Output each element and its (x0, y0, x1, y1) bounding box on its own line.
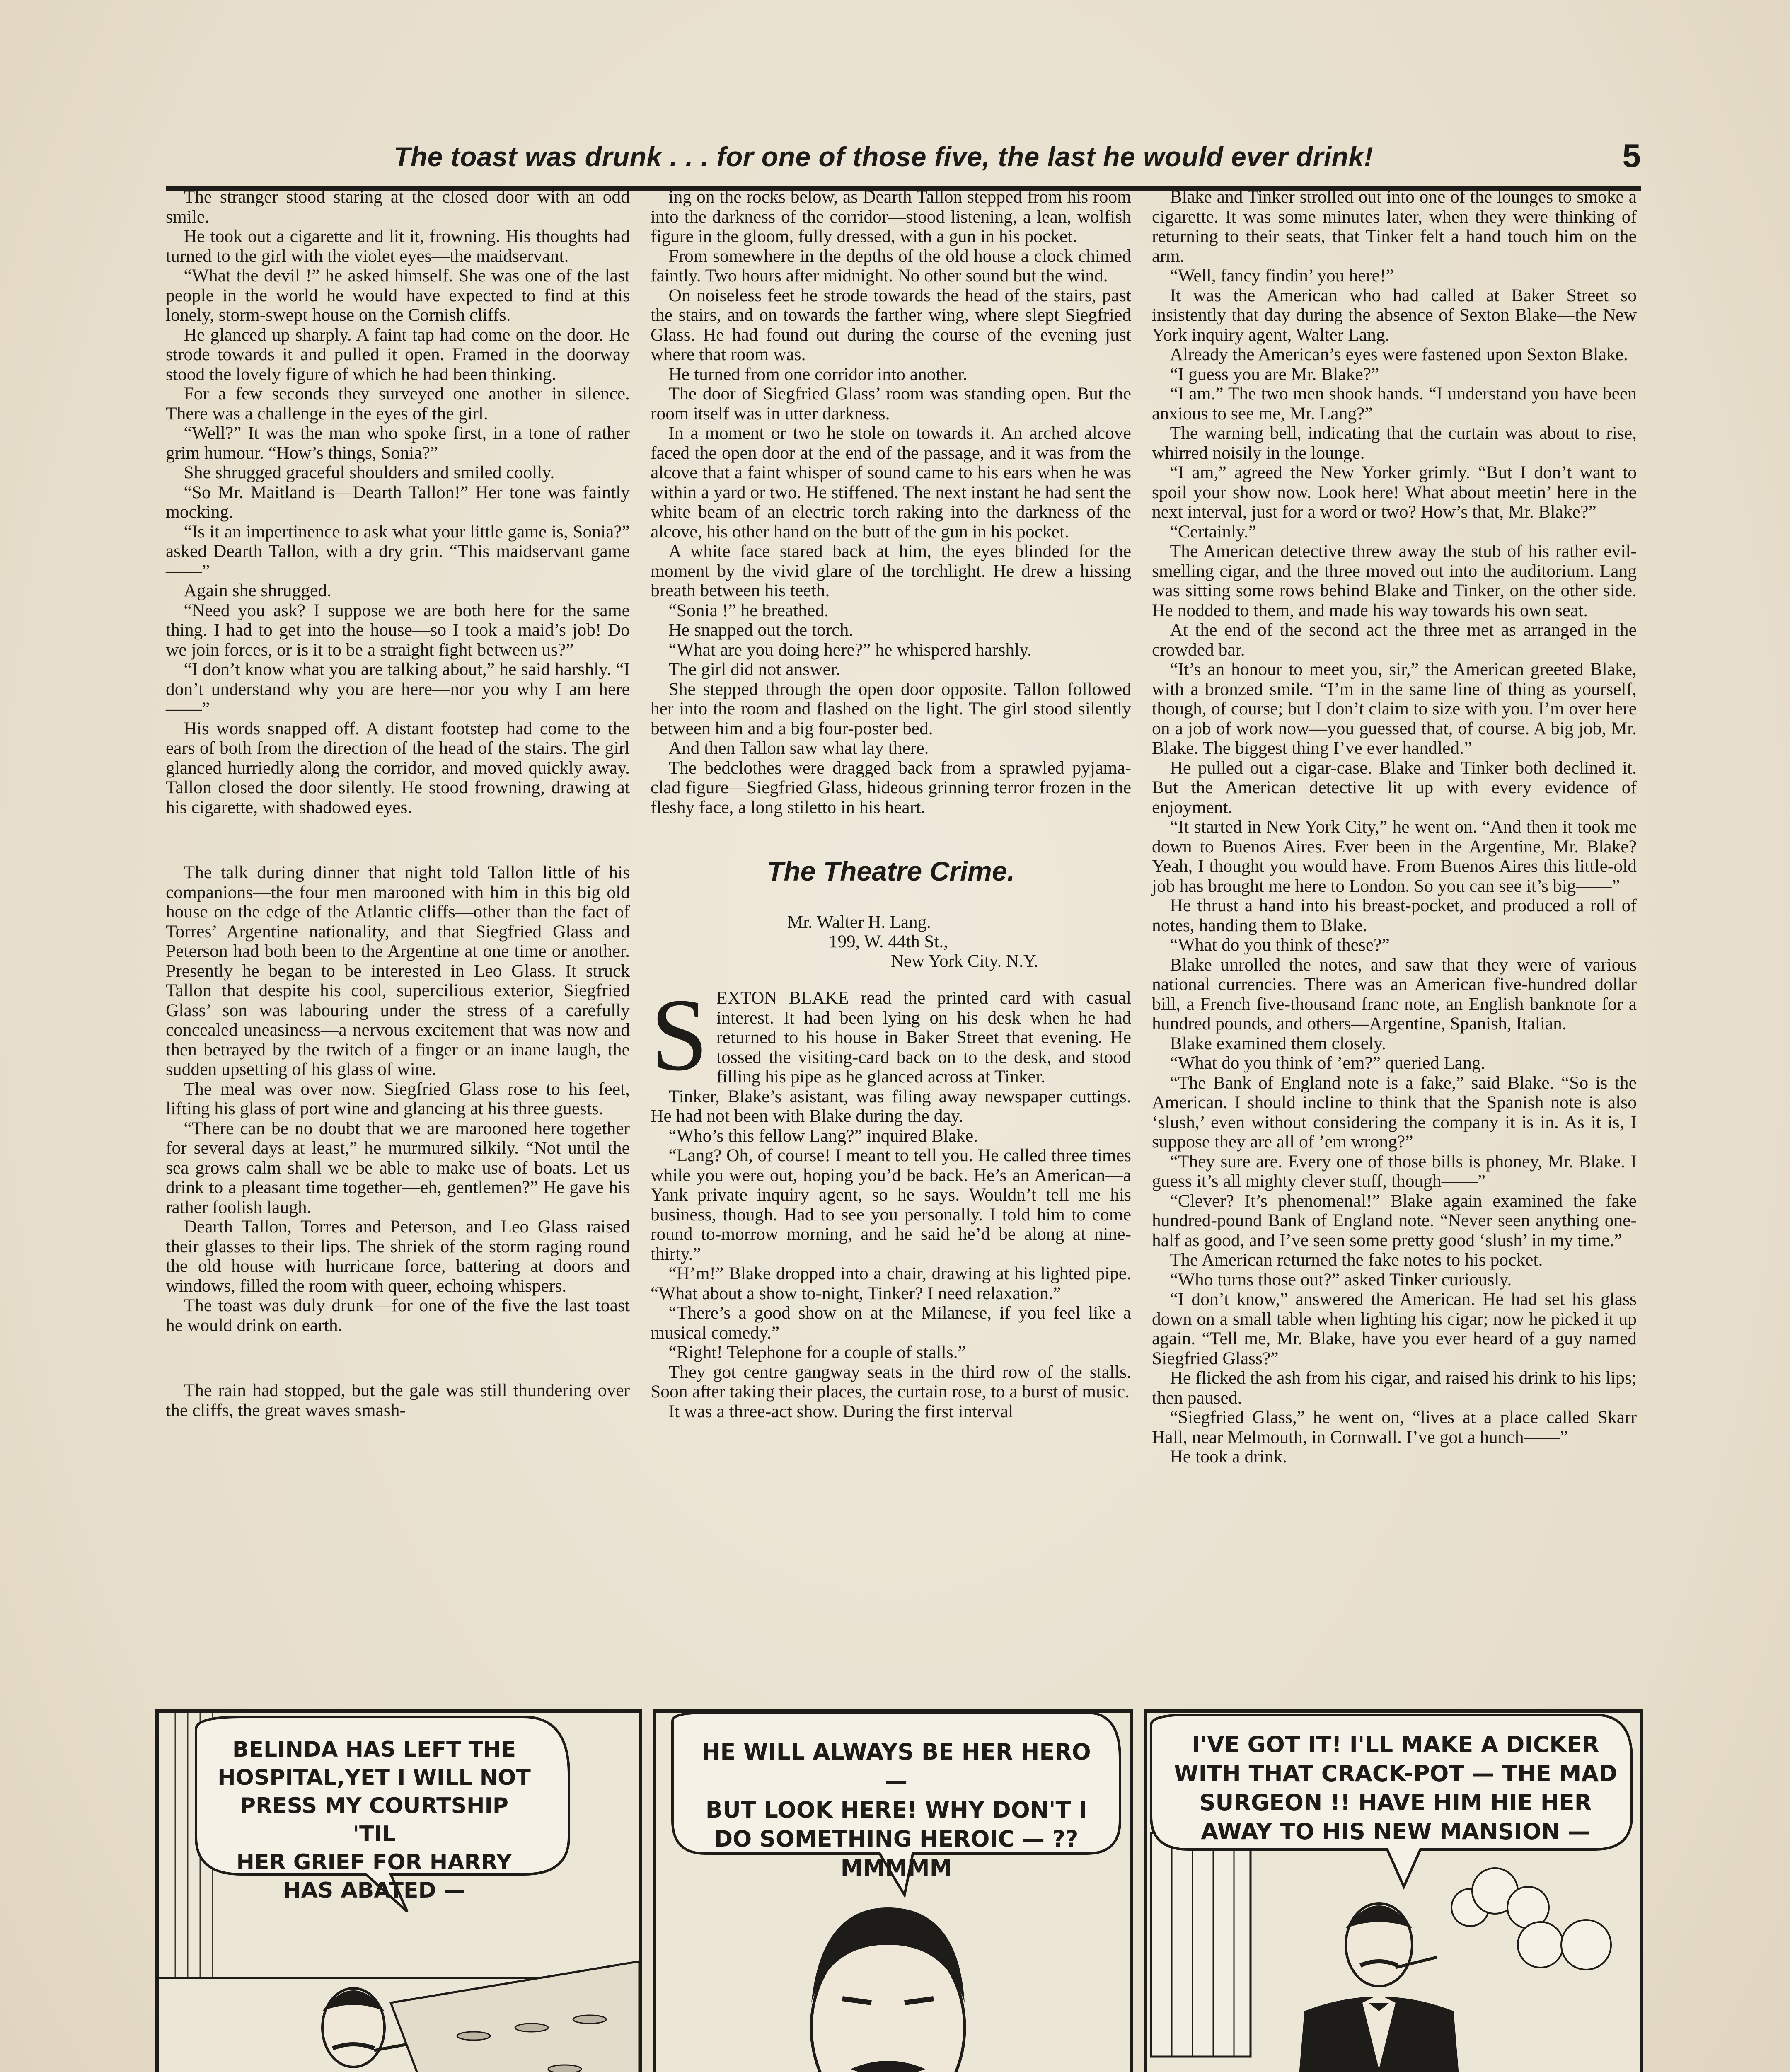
paragraph: The door of Siegfried Glass’ room was standing open. But the room itself was in utter darkness. (651, 384, 1131, 424)
paragraph: “Siegfried Glass,” he went on, “lives at a place called Skarr Hall, near Melmouth, in Cornwall. I’ve got a hunch——” (1152, 1407, 1637, 1447)
paragraph: “Lang? Oh, of course! I meant to tell you. He called three times while you were out, hoping you’d be back. He’s an American—a Yank private inquiry agent, so he says. Wouldn’t tell me his business, though. Had to see you personally. I told him to come round to-morrow morning, and he said he’d be along at nine-thirty.” (651, 1145, 1131, 1264)
paragraph: The bedclothes were dragged back from a sprawled pyjama-clad figure—Siegfried Glass, hideous grinning terror frozen in the fleshy face, a long stiletto in his heart. (651, 758, 1131, 817)
paragraph: The toast was duly drunk—for one of the five the last toast he would drink on earth. (166, 1295, 630, 1335)
paragraph: “Well, fancy findin’ you here!” (1170, 266, 1394, 286)
paragraph: She shrugged graceful shoulders and smiled coolly. (184, 462, 555, 482)
paragraph: The talk during dinner that night told Tallon little of his companions—the four men marooned with him in this big old house on the edge of the Atlantic cliffs—other than the fact of Torres’ Argentine nationality, and that Siegfried Glass and Peterson had both been to the Argentine at one time or another. Presently he began to be interested in Leo Glass. It struck Tallon that despite his cool, supercilious exterior, Siegfried Glass’ son was labouring under the stress of a carefully concealed uneasiness—a nervous excitement that was now and then betrayed by the twitch of a finger or an inane laugh, the sudden upsetting of his glass of wine. (166, 862, 630, 1079)
paragraph: Tinker, Blake’s asistant, was filing away newspaper cuttings. He had not been with Blake during the day. (651, 1086, 1131, 1126)
card-line: 199, W. 44th St., (829, 932, 948, 951)
paragraph: Blake and Tinker strolled out into one of the lounges to smoke a cigarette. It was some minutes later, when they were thinking of returning to their seats, that Tinker felt a hand touch him on the arm. (1152, 187, 1637, 266)
section-break (166, 1335, 630, 1381)
paragraph: It was a three-act show. During the first interval (668, 1401, 1014, 1421)
paragraph: He thrust a hand into his breast-pocket, and produced a roll of notes, handing them to Blake. (1152, 896, 1637, 935)
paragraph: “Who’s this fellow Lang?” inquired Blake. (668, 1126, 978, 1146)
col3-part (1152, 187, 1637, 1467)
paragraph: It was the American who had called at Baker Street so insistently that day during the absence of Sexton Blake—the New York inquiry agent, Walter Lang. (1152, 285, 1637, 345)
paragraph: “What are you doing here?” he whispered harshly. (668, 639, 1032, 660)
paragraph: “It’s an honour to meet you, sir,” the American greeted Blake, with a bronzed smile. “I’m in the same line of thing as yourself, though, of course; but I don’t claim to size with you. I’m over here on a job of work now—you guessed that, of course. A big job, Mr. Blake. The biggest thing I’ve ever handled.” (1152, 659, 1637, 758)
opening-text: EXTON BLAKE read the printed card with casual interest. It had been lying on his desk when he had returned to his house in Baker Street that evening. He tossed the visiting-card back on to the desk, and stood filling his pipe as he glanced across at Tinker. (716, 988, 1131, 1087)
comic-panel-2 (653, 1709, 1133, 2072)
col2-part-a (651, 187, 1131, 817)
paragraph: “I don’t know,” answered the American. He had set his glass down on a small table when lighting his cigar; now he picked it up again. “Tell me, Mr. Blake, have you ever heard of a guy named Siegfried Glass?” (1152, 1289, 1637, 1368)
paragraph: The meal was over now. Siegfried Glass rose to his feet, lifting his glass of port wine and glancing at his three guests. (166, 1079, 630, 1118)
paragraph: He flicked the ash from his cigar, and raised his drink to his lips; then paused. (1152, 1368, 1637, 1408)
paragraph: “I guess you are Mr. Blake?” (1170, 364, 1379, 384)
col1-part-b (166, 863, 630, 1335)
paragraph: Already the American’s eyes were fastened upon Sexton Blake. (1170, 344, 1628, 364)
paragraph: Dearth Tallon, Torres and Peterson, and Leo Glass raised their glasses to their lips. The shriek of the storm raging round the old house with hurricane force, battering at doors and windows, filled the room with queer, echoing whispers. (166, 1217, 630, 1296)
panel-2-speech: HE WILL ALWAYS BE HER HERO— BUT LOOK HERE! WHY DON'T I DO SOMETHING HEROIC — ?? MMMMM (701, 1739, 1091, 1881)
opening-paragraph (651, 978, 1131, 1092)
paragraph: “Clever? It’s phenomenal!” Blake again examined the fake hundred-pound Bank of England note. “Never seen anything one-half as good, and I’ve seen some pretty good ‘slush’ in my time.” (1152, 1191, 1637, 1250)
column-1 (166, 187, 630, 1420)
column-3 (1152, 187, 1637, 1467)
paragraph: The girl did not answer. (668, 659, 840, 679)
story-title: The Theatre Crime. (767, 856, 1015, 886)
paragraph: “I don’t know what you are talking about,” he said harshly. “I don’t understand why you are here—nor you why I am here——” (166, 659, 630, 719)
paragraph: “I am,” agreed the New Yorker grimly. “But I don’t want to spoil your show now. Look here! What about meetin’ here in the next interval, just for a word or two? How’s that, Mr. Blake?” (1152, 462, 1637, 522)
paragraph: “Need you ask? I suppose we are both here for the same thing. I had to get into the house—so I took a maid’s job! Do we join forces, or is it to be a straight fight between us?” (166, 600, 630, 660)
section-break (166, 817, 630, 863)
paragraph: He took out a cigarette and lit it, frowning. His thoughts had turned to the girl with the violet eyes—the maidservant. (166, 226, 630, 266)
panel-3-speech: I'VE GOT IT! I'LL MAKE A DICKER WITH THAT CRACK-POT — THE MAD SURGEON !! HAVE HIM HIE HER AWAY TO HIS NEW MANSION — (1174, 1731, 1617, 1844)
comic-panel-1 (155, 1709, 642, 2072)
paragraph: Blake unrolled the notes, and saw that they were of various national currencies. There was an American five-hundred dollar bill, a French five-thousand franc note, an English banknote for a hundred pounds, and others—Argentine, Spanish, Italian. (1152, 954, 1637, 1034)
page-header (394, 137, 1641, 182)
paragraph: “What do you think of these?” (1170, 935, 1390, 955)
paragraph: The rain had stopped, but the gale was still thundering over the cliffs, the great waves smash- (166, 1380, 630, 1420)
paragraph: “There’s a good show on at the Milanese, if you feel like a musical comedy.” (651, 1303, 1131, 1343)
paragraph: On noiseless feet he strode towards the head of the stairs, past the stairs, and on towards the farther wing, where slept Siegfried Glass. He had found out during the course of the evening just where that room was. (651, 285, 1131, 364)
comic-panel-3 (1144, 1709, 1643, 2072)
col1-part-c (166, 1381, 630, 1420)
drop-cap: S (651, 978, 709, 1092)
paragraph: “They sure are. Every one of those bills is phoney, Mr. Blake. I guess it’s all mighty clever stuff, though——” (1152, 1151, 1637, 1191)
paragraph: A white face stared back at him, the eyes blinded for the moment by the vivid glare of the torchlight. He drew a hissing breath between his teeth. (651, 541, 1131, 600)
paragraph: “Certainly.” (1170, 521, 1257, 542)
paragraph: The American returned the fake notes to his pocket. (1170, 1250, 1543, 1270)
paragraph: “It started in New York City,” he went on. “And then it took me down to Buenos Aires. Ever been in the Argentine, Mr. Blake? Yeah, I thought you would have. From Buenos Aires this little-old job has brought me here to London. So you can see it’s big——” (1152, 817, 1637, 896)
paragraph: He took a drink. (1170, 1447, 1287, 1467)
paragraph: “Sonia !” he breathed. (668, 600, 829, 620)
paragraph: ing on the rocks below, as Dearth Tallon stepped from his room into the darkness of the corridor—stood listening, a lean, wolfish figure in the gloom, fully dressed, with a gun in his pocket. (651, 187, 1131, 246)
paragraph: “H’m!” Blake dropped into a chair, drawing at his lighted pipe. “What about a show to-night, Tinker? I need relaxation.” (651, 1264, 1131, 1303)
paragraph: For a few seconds they surveyed one another in silence. There was a challenge in the eyes of the girl. (166, 384, 630, 424)
paragraph: The American detective threw away the stub of his rather evil-smelling cigar, and the three moved out into the auditorium. Lang was sitting some rows behind Blake and Tinker, on the other side. He nodded to them, and made his way towards his own seat. (1152, 541, 1637, 620)
paragraph: “There can be no doubt that we are marooned here together for several days at least,” he murmured silkily. “Not until the sea grows calm shall we be able to make use of boats. Let us drink to a pleasant time together—eh, gentlemen?” He gave his rather foolish laugh. (166, 1118, 630, 1217)
column-2 (651, 187, 1131, 1421)
paragraph: “The Bank of England note is a fake,” said Blake. “So is the American. I should incline to think that the Spanish note is also ‘slush,’ even without considering the company it is in. As it is, I suppose they are all of ’em wrong?” (1152, 1072, 1637, 1152)
card-line: Mr. Walter H. Lang. (787, 913, 931, 932)
col2-part-b (651, 1087, 1131, 1422)
paragraph: “Well?” It was the man who spoke first, in a tone of rather grim humour. “How’s things, Sonia?” (166, 423, 630, 463)
paragraph: The warning bell, indicating that the curtain was about to rise, whirred noisily in the lounge. (1152, 423, 1637, 463)
paragraph: They got centre gangway seats in the third row of the stalls. Soon after taking their places, the curtain rose, to a burst of music. (651, 1362, 1131, 1402)
visiting-card (787, 913, 1131, 971)
paragraph: “What the devil !” he asked himself. She was one of the last people in the world he would have expected to find at this lonely, storm-swept house on the Cornish cliffs. (166, 266, 630, 325)
paragraph: “Right! Telephone for a couple of stalls.” (668, 1342, 966, 1362)
header-tagline: The toast was drunk . . . for one of those five, the last he would ever drink! (394, 141, 1374, 172)
paragraph: At the end of the second act the three met as arranged in the crowded bar. (1152, 620, 1637, 660)
card-line: New York City. N.Y. (891, 951, 1039, 971)
paragraph: He glanced up sharply. A faint tap had come on the door. He strode towards it and pulled it open. Framed in the doorway stood the lovely figure of which he had been thinking. (166, 324, 630, 384)
paragraph: He snapped out the torch. (668, 620, 854, 640)
spacer (651, 971, 1131, 988)
paragraph: “So Mr. Maitland is—Dearth Tallon!” Her tone was faintly mocking. (166, 482, 630, 522)
col1-part-a (166, 187, 630, 817)
paragraph: He turned from one corridor into another. (668, 364, 968, 384)
paragraph: His words snapped off. A distant footstep had come to the ears of both from the direction of the head of the stairs. The girl glanced hurriedly along the corridor, and moved quickly away. Tallon closed the door silently. He stood frowning, drawing at his cigarette, with shadowed eyes. (166, 718, 630, 817)
panel-1-speech: BELINDA HAS LEFT THE HOSPITAL,YET I WILL NOT PRESS MY COURTSHIP 'TIL HER GRIEF FOR HARRY HAS ABATED — (218, 1737, 531, 1903)
paragraph: He pulled out a cigar-case. Blake and Tinker both declined it. But the American detective lit up with every evidence of enjoyment. (1152, 758, 1637, 817)
paragraph: “Who turns those out?” asked Tinker curiously. (1170, 1269, 1512, 1290)
paragraph: She stepped through the open door opposite. Tallon followed her into the room and flashed on the light. The girl stood silently between him and a big four-poster bed. (651, 679, 1131, 738)
paragraph: “What do you think of ’em?” queried Lang. (1170, 1053, 1485, 1073)
comic-strip (155, 1709, 1643, 2072)
page-number: 5 (1622, 137, 1641, 174)
paragraph: “I am.” The two men shook hands. “I understand you have been anxious to see me, Mr. Lang?” (1152, 384, 1637, 424)
paragraph: Again she shrugged. (184, 581, 331, 600)
paragraph: From somewhere in the depths of the old house a clock chimed faintly. Two hours after midnight. No other sound but the wind. (651, 246, 1131, 286)
paragraph: And then Tallon saw what lay there. (668, 738, 929, 758)
paragraph: “Is it an impertinence to ask what your little game is, Sonia?” asked Dearth Tallon, with a dry grin. “This maidservant game——” (166, 521, 630, 581)
paragraph: The stranger stood staring at the closed door with an odd smile. (166, 187, 630, 227)
paragraph: In a moment or two he stole on towards it. An arched alcove faced the open door at the end of the passage, and it was from the alcove that a faint whisper of sound came to his ears when he was within a yard or two. He stiffened. The next instant he had sent the white beam of an electric torch raking into the darkness of the alcove, his other hand on the butt of the gun in his pocket. (651, 423, 1131, 542)
paragraph: Blake examined them closely. (1170, 1033, 1386, 1053)
